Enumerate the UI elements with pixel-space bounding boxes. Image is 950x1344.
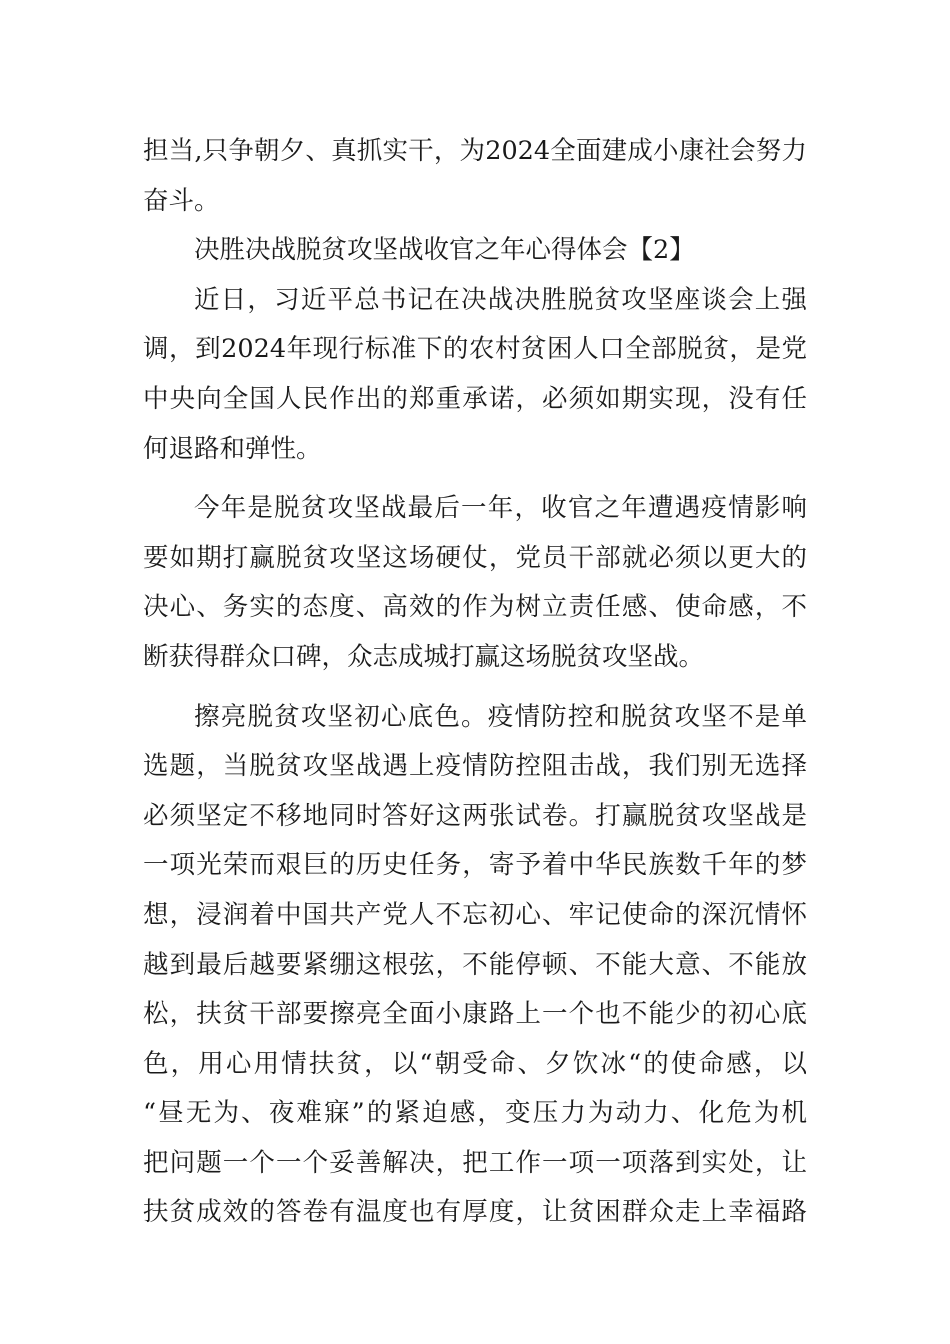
text-line: 要如期打赢脱贫攻坚这场硬仗，党员干部就必须以更大的: [143, 542, 807, 573]
document-body: [143, 127, 807, 1238]
text-line: 擦亮脱贫攻坚初心底色。疫情防控和脱贫攻坚不是单: [194, 701, 807, 732]
text-line: 扶贫成效的答卷有温度也有厚度，让贫困群众走上幸福路: [143, 1197, 807, 1228]
text-line: 决心、务实的态度、高效的作为树立责任感、使命感，不: [143, 592, 807, 623]
text-line: 一项光荣而艰巨的历史任务，寄予着中华民族数千年的梦: [143, 850, 807, 881]
text-line: 担当,只争朝夕、真抓实干，为2024全面建成小康社会努力: [143, 136, 807, 166]
text-line: 断获得群众口碑，众志成城打赢这场脱贫攻坚战。: [143, 641, 705, 672]
text-line: 选题，当脱贫攻坚战遇上疫情防控阻击战，我们别无选择: [143, 751, 807, 782]
text-line: 松，扶贫干部要擦亮全面小康路上一个也不能少的初心底: [143, 999, 807, 1030]
text-line: 想，浸润着中国共产党人不忘初心、牢记使命的深沉情怀: [143, 899, 807, 930]
text-line: 调，到2024年现行标准下的农村贫困人口全部脱贫，是党: [143, 334, 807, 365]
text-line: 今年是脱贫攻坚战最后一年，收官之年遭遇疫情影响: [194, 493, 807, 524]
text-line: 近日，习近平总书记在决战决胜脱贫攻坚座谈会上强: [194, 284, 807, 315]
section-heading: 决胜决战脱贫攻坚战收官之年心得体会【2】: [194, 235, 695, 266]
text-line: 越到最后越要紧绷这根弦，不能停顿、不能大意、不能放: [143, 949, 807, 980]
text-line: 中央向全国人民作出的郑重承诺，必须如期实现，没有任: [143, 383, 807, 414]
paragraph-gap: [143, 474, 807, 484]
paragraph-gap: [143, 683, 807, 693]
text-line: 把问题一个一个妥善解决，把工作一项一项落到实处，让: [143, 1147, 807, 1178]
text-line: 奋斗。: [143, 185, 220, 216]
text-line: 色，用心用情扶贫，以“朝受命、夕饮冰“的使命感，以: [143, 1048, 807, 1079]
text-line: 必须坚定不移地同时答好这两张试卷。打赢脱贫攻坚战是: [143, 800, 807, 831]
text-line: “昼无为、夜难寐”的紧迫感，变压力为动力、化危为机: [143, 1098, 807, 1129]
text-line: 何退路和弹性。: [143, 433, 322, 464]
